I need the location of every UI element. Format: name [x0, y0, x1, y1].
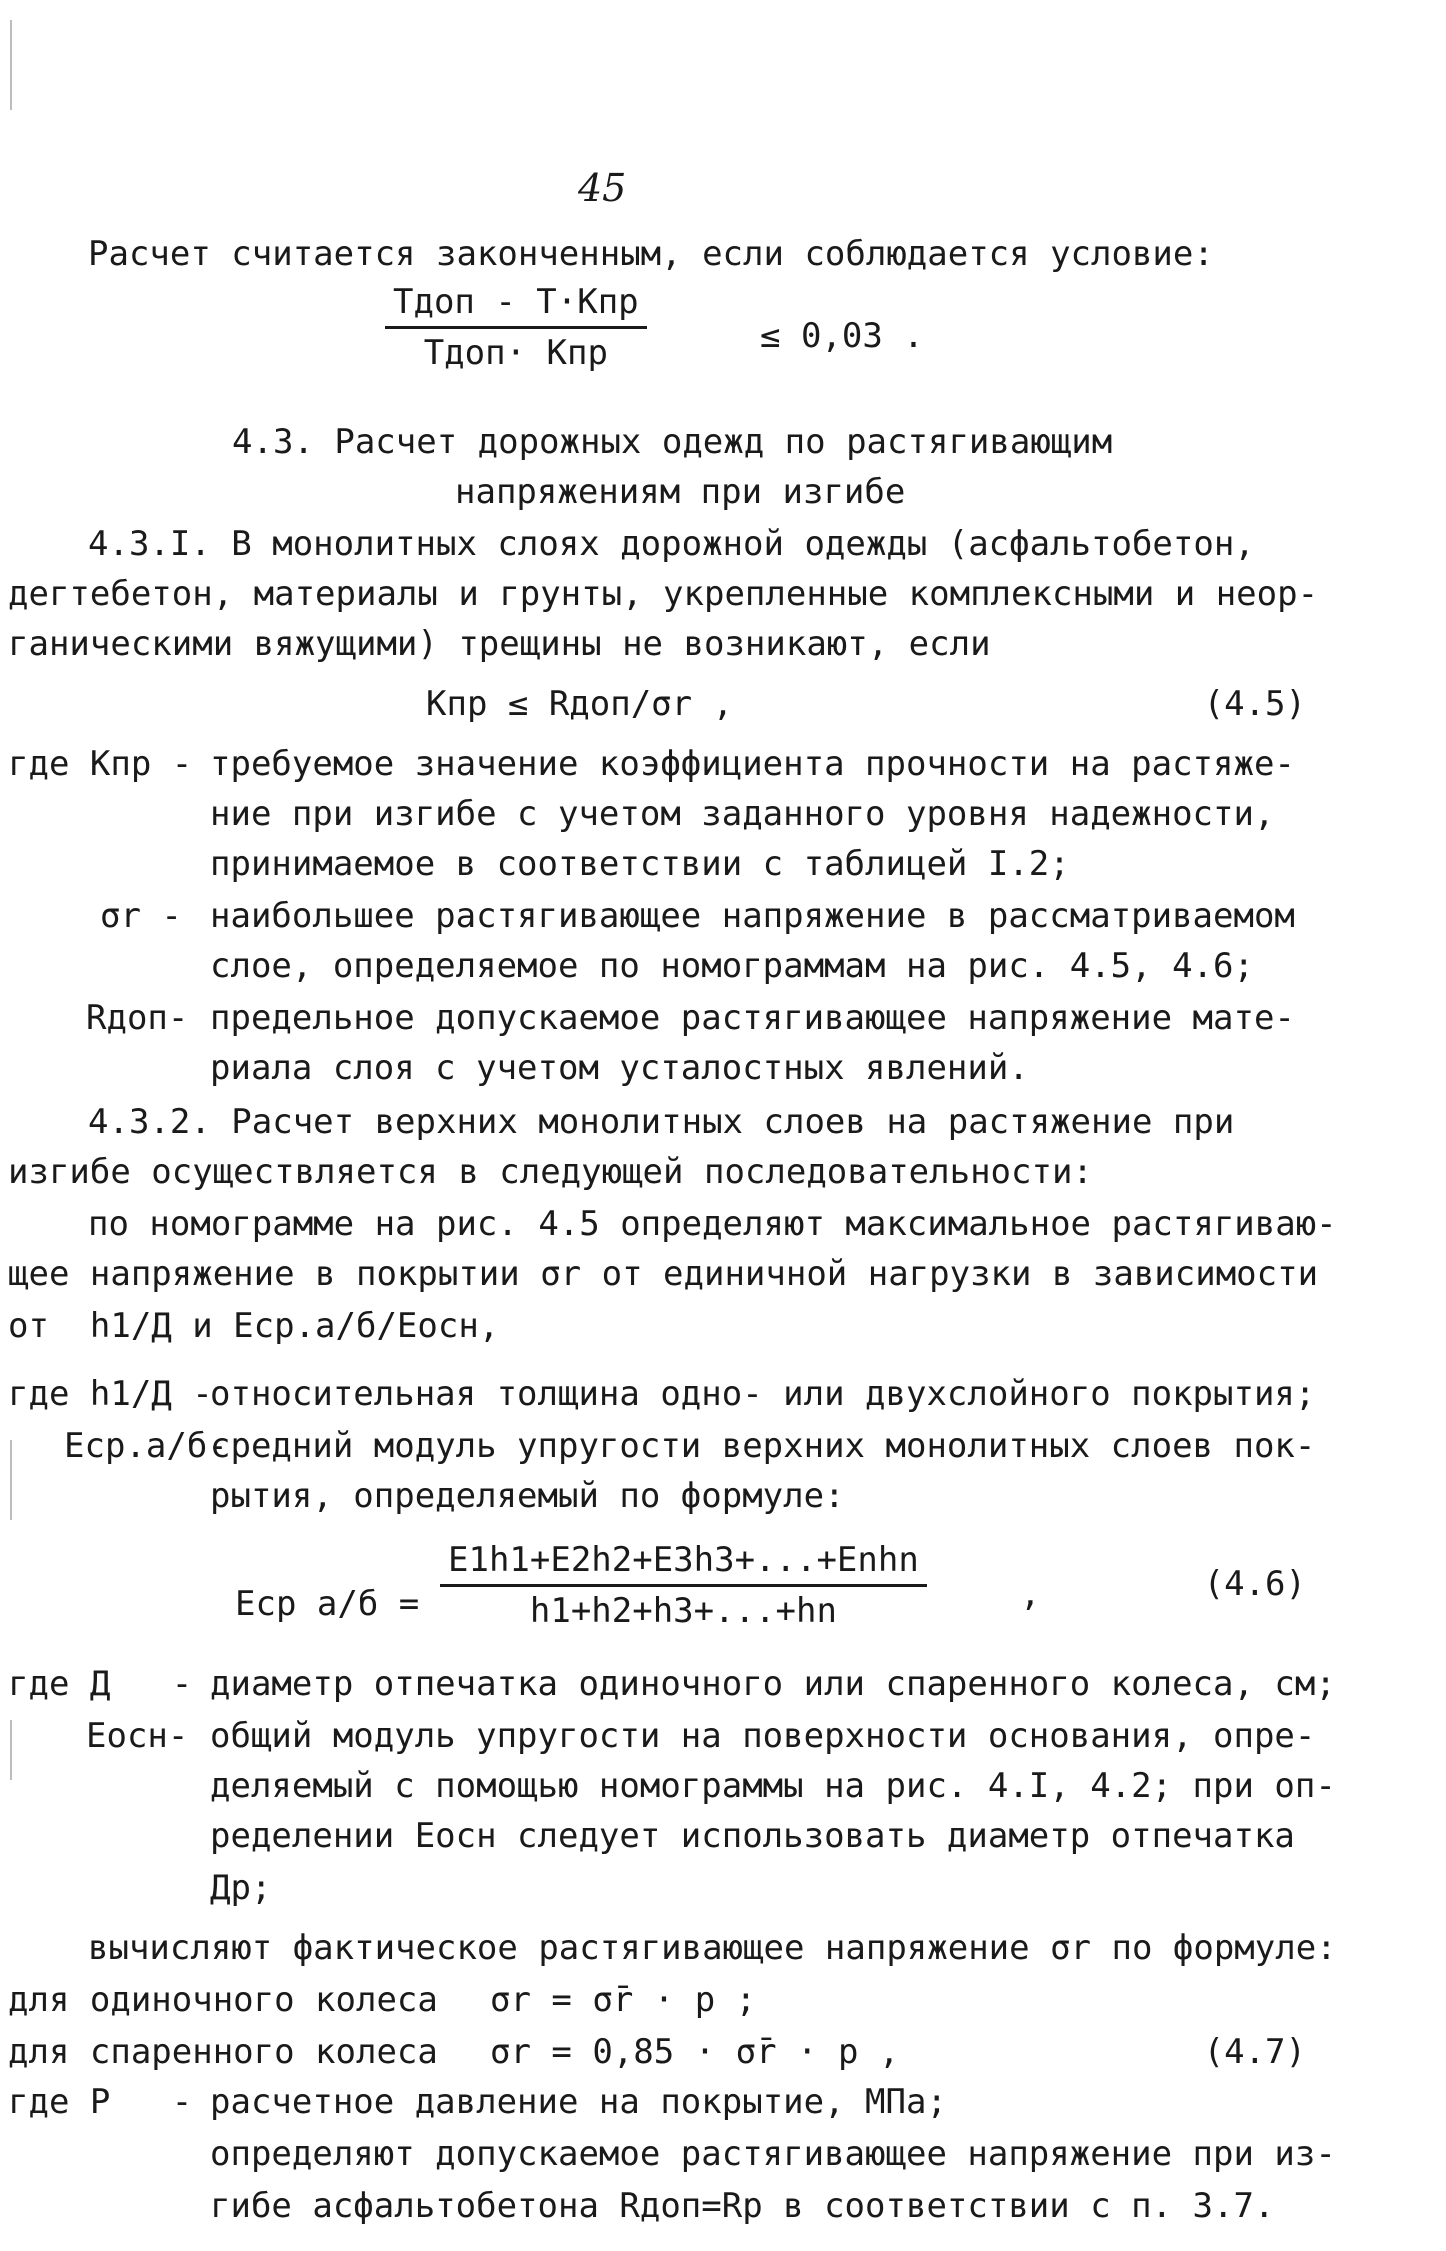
paragraph-line: вычисляют фактическое растягивающее напряжение σr по формуле: [88, 1928, 1337, 1968]
definition-term: Rдоп- [86, 998, 189, 1038]
paragraph-line: гибе асфальтобетона Rдоп=Rр в соответствии с п. 3.7. [210, 2186, 1275, 2226]
margin-scan-mark [10, 1720, 12, 1780]
section-heading: напряжениям при изгибе [455, 472, 906, 512]
paragraph-line: от h1/Д и Еср.а/б/Еосн, [8, 1306, 500, 1346]
paragraph-line: по номограмме на рис. 4.5 определяют максимальное растягиваю- [88, 1204, 1337, 1244]
definition-line: рытия, определяемый по формуле: [210, 1476, 845, 1516]
definition-line: ние при изгибе с учетом заданного уровня надежности, [210, 794, 1275, 834]
equation-number: (4.5) [1203, 684, 1306, 724]
definition-line: общий модуль упругости на поверхности основания, опре- [210, 1716, 1316, 1756]
formula-relation: ≤ 0,03 . [760, 316, 924, 356]
definition-term: Еср.а/б- [64, 1426, 228, 1466]
section-heading: 4.3. Расчет дорожных одежд по растягивающим [232, 422, 1113, 462]
margin-scan-mark [10, 1440, 12, 1520]
definition-line: деляемый с помощью номограммы на рис. 4.I, 4.2; при оп- [210, 1766, 1336, 1806]
definition-line: диаметр отпечатка одиночного или спаренного колеса, см; [210, 1664, 1336, 1704]
definition-line: расчетное давление на покрытие, МПа; [210, 2082, 947, 2122]
equation-number: (4.7) [1203, 2032, 1306, 2072]
definition-line: предельное допускаемое растягивающее напряжение мате- [210, 998, 1295, 1038]
formula-tail: , [1020, 1574, 1041, 1614]
definition-line: ределении Еосн следует использовать диаметр отпечатка [210, 1816, 1295, 1856]
formula-lhs: Еср а/б = [235, 1584, 420, 1624]
equation-number: (4.6) [1203, 1564, 1306, 1604]
margin-scan-mark [10, 20, 12, 110]
formula: Кпр ≤ Rдоп/σr , [426, 684, 734, 724]
definition-term: где Кпр - [8, 744, 193, 784]
definition-term: где h1/Д - [8, 1374, 213, 1414]
definition-line: средний модуль упругости верхних монолитных слоев пок- [210, 1426, 1316, 1466]
paragraph-line: Расчет считается законченным, если соблюдается условие: [88, 234, 1214, 274]
paragraph-line: 4.3.2. Расчет верхних монолитных слоев на растяжение при [88, 1102, 1235, 1142]
formula-denominator: Тдоп· Кпр [423, 333, 608, 373]
formula: σr = σ̄r · p ; [490, 1980, 757, 2020]
formula-numerator: Тдоп - Т·Кпр [385, 278, 647, 329]
definition-term: где Д - [8, 1664, 193, 1704]
case-label: для спаренного колеса [8, 2032, 438, 2072]
case-label: для одиночного колеса [8, 1980, 438, 2020]
definition-line: требуемое значение коэффициента прочности на растяже- [210, 744, 1295, 784]
formula-numerator: E1h1+E2h2+E3h3+...+Enhn [440, 1536, 927, 1587]
definition-line: относительная толщина одно- или двухслойного покрытия; [210, 1374, 1316, 1414]
paragraph-line: определяют допускаемое растягивающее напряжение при из- [210, 2134, 1336, 2174]
formula: σr = 0,85 · σ̄r · p , [490, 2032, 900, 2072]
definition-line: принимаемое в соответствии с таблицей I.2; [210, 844, 1070, 884]
paragraph-line: щее напряжение в покрытии σr от единичной нагрузки в зависимости [8, 1254, 1319, 1294]
formula-fraction [385, 278, 647, 377]
definition-line: риала слоя с учетом усталостных явлений. [210, 1048, 1029, 1088]
paragraph-line: ганическими вяжущими) трещины не возникают, если [8, 624, 991, 664]
definition-term: где Р - [8, 2082, 193, 2122]
definition-line: Др; [210, 1868, 272, 1908]
definition-line: наибольшее растягивающее напряжение в рассматриваемом [210, 896, 1295, 936]
definition-term: Еосн- [86, 1716, 189, 1756]
paragraph-line: дегтебетон, материалы и грунты, укрепленные комплексными и неор- [8, 574, 1319, 614]
paragraph-line: 4.3.I. В монолитных слоях дорожной одежды (асфальтобетон, [88, 524, 1255, 564]
definition-term: σr - [100, 896, 182, 936]
paragraph-line: изгибе осуществляется в следующей последовательности: [8, 1152, 1093, 1192]
definition-line: слое, определяемое по номограммам на рис. 4.5, 4.6; [210, 946, 1254, 986]
formula-denominator: h1+h2+h3+...+hn [529, 1591, 837, 1631]
formula-fraction [440, 1536, 927, 1635]
page-number: 45 [578, 166, 627, 210]
